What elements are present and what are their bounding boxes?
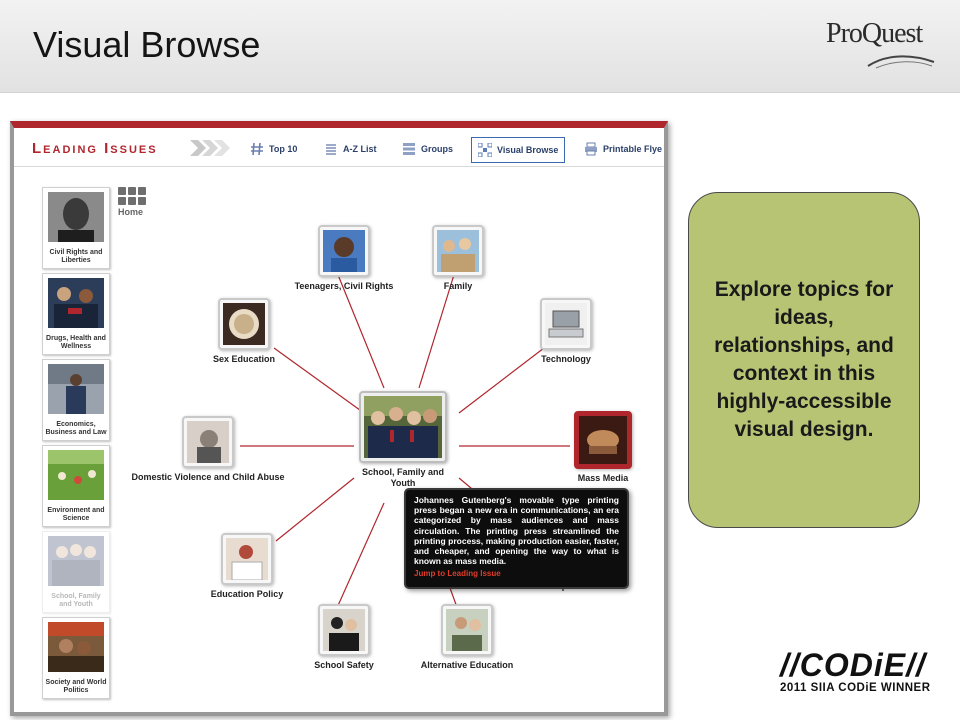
sidebar-item-label: Society and World Politics <box>45 679 107 694</box>
home-label: Home <box>118 207 144 217</box>
node-technology[interactable] <box>526 298 606 364</box>
students-photo <box>364 396 442 458</box>
product-screenshot <box>10 121 668 716</box>
node-family[interactable] <box>418 225 498 291</box>
node-label: Mass Media <box>577 473 629 483</box>
tutor-thumbnail <box>446 609 488 651</box>
node-mass-media[interactable] <box>562 411 644 483</box>
node-education-policy[interactable] <box>202 533 292 599</box>
codie-award <box>780 648 952 694</box>
laptop-thumbnail <box>545 303 587 345</box>
jump-to-leading-issue-link[interactable]: Jump to Leading Issue <box>414 569 501 579</box>
sidebar-item-label: Economics, Business and Law <box>45 421 107 436</box>
node-alternative-education[interactable] <box>414 604 520 670</box>
node-label: Education Policy <box>210 589 284 599</box>
sidebar-item-label: Environment and Science <box>47 507 105 522</box>
slide-header <box>0 0 960 93</box>
node-label: Domestic Violence and Child Abuse <box>131 472 285 482</box>
app-brand: Leading Issues <box>32 140 158 157</box>
callout-text: Explore topics for ideas, relationships, and context in this highly-accessible visual design. <box>714 278 894 441</box>
node-label: Sex Education <box>212 354 275 364</box>
node-school-safety[interactable] <box>304 604 384 670</box>
nav-label: Visual Browse <box>497 145 559 155</box>
topic-tooltip <box>404 488 629 589</box>
node-label: Family <box>443 281 473 291</box>
nav-label: A-Z List <box>343 144 377 154</box>
proquest-logo-text: ProQuest <box>826 18 923 49</box>
sidebar-item-label: Civil Rights and Liberties <box>49 249 103 264</box>
child-thumbnail <box>187 421 229 463</box>
node-label: Teenagers, Civil Rights <box>294 281 394 291</box>
sidebar-item-label: School, Family and Youth <box>51 593 101 608</box>
callout-box <box>688 192 920 528</box>
officer-thumbnail <box>323 609 365 651</box>
node-label: School Safety <box>314 660 374 670</box>
coffee-cup-thumbnail <box>223 303 265 345</box>
codie-caption: 2011 SIIA CODiE WINNER <box>780 682 931 694</box>
proquest-logo <box>826 18 938 70</box>
nav-label: Printable Flye <box>603 144 663 154</box>
center-node-label: School, Family and Youth <box>361 467 444 488</box>
classroom-thumbnail <box>226 538 268 580</box>
nav-label: Groups <box>421 144 454 154</box>
proquest-swoosh-icon <box>866 52 936 70</box>
press-thumbnail <box>579 416 627 464</box>
codie-logo: //CODiE// <box>780 647 926 683</box>
teens-thumbnail <box>323 230 365 272</box>
node-label: Alternative Education <box>420 660 514 670</box>
nav-label: Top 10 <box>269 144 298 154</box>
node-teenagers-civil-rights[interactable] <box>284 225 404 291</box>
center-node[interactable] <box>354 391 452 489</box>
node-sex-education[interactable] <box>204 298 284 364</box>
slide-title: Visual Browse <box>33 24 261 65</box>
tooltip-description: Johannes Gutenberg's movable type printing press began a new era in communications, an era categorized by mass audiences and mass circulation. The printing press streamlined the printing process, making production easier, faster, and cheaper, and opening the way to what is known as mass media. <box>414 495 619 567</box>
node-label: Technology <box>541 354 591 364</box>
node-domestic-violence[interactable] <box>124 416 292 482</box>
family-thumbnail <box>437 230 479 272</box>
sidebar-item-label: Drugs, Health and Wellness <box>46 335 106 350</box>
